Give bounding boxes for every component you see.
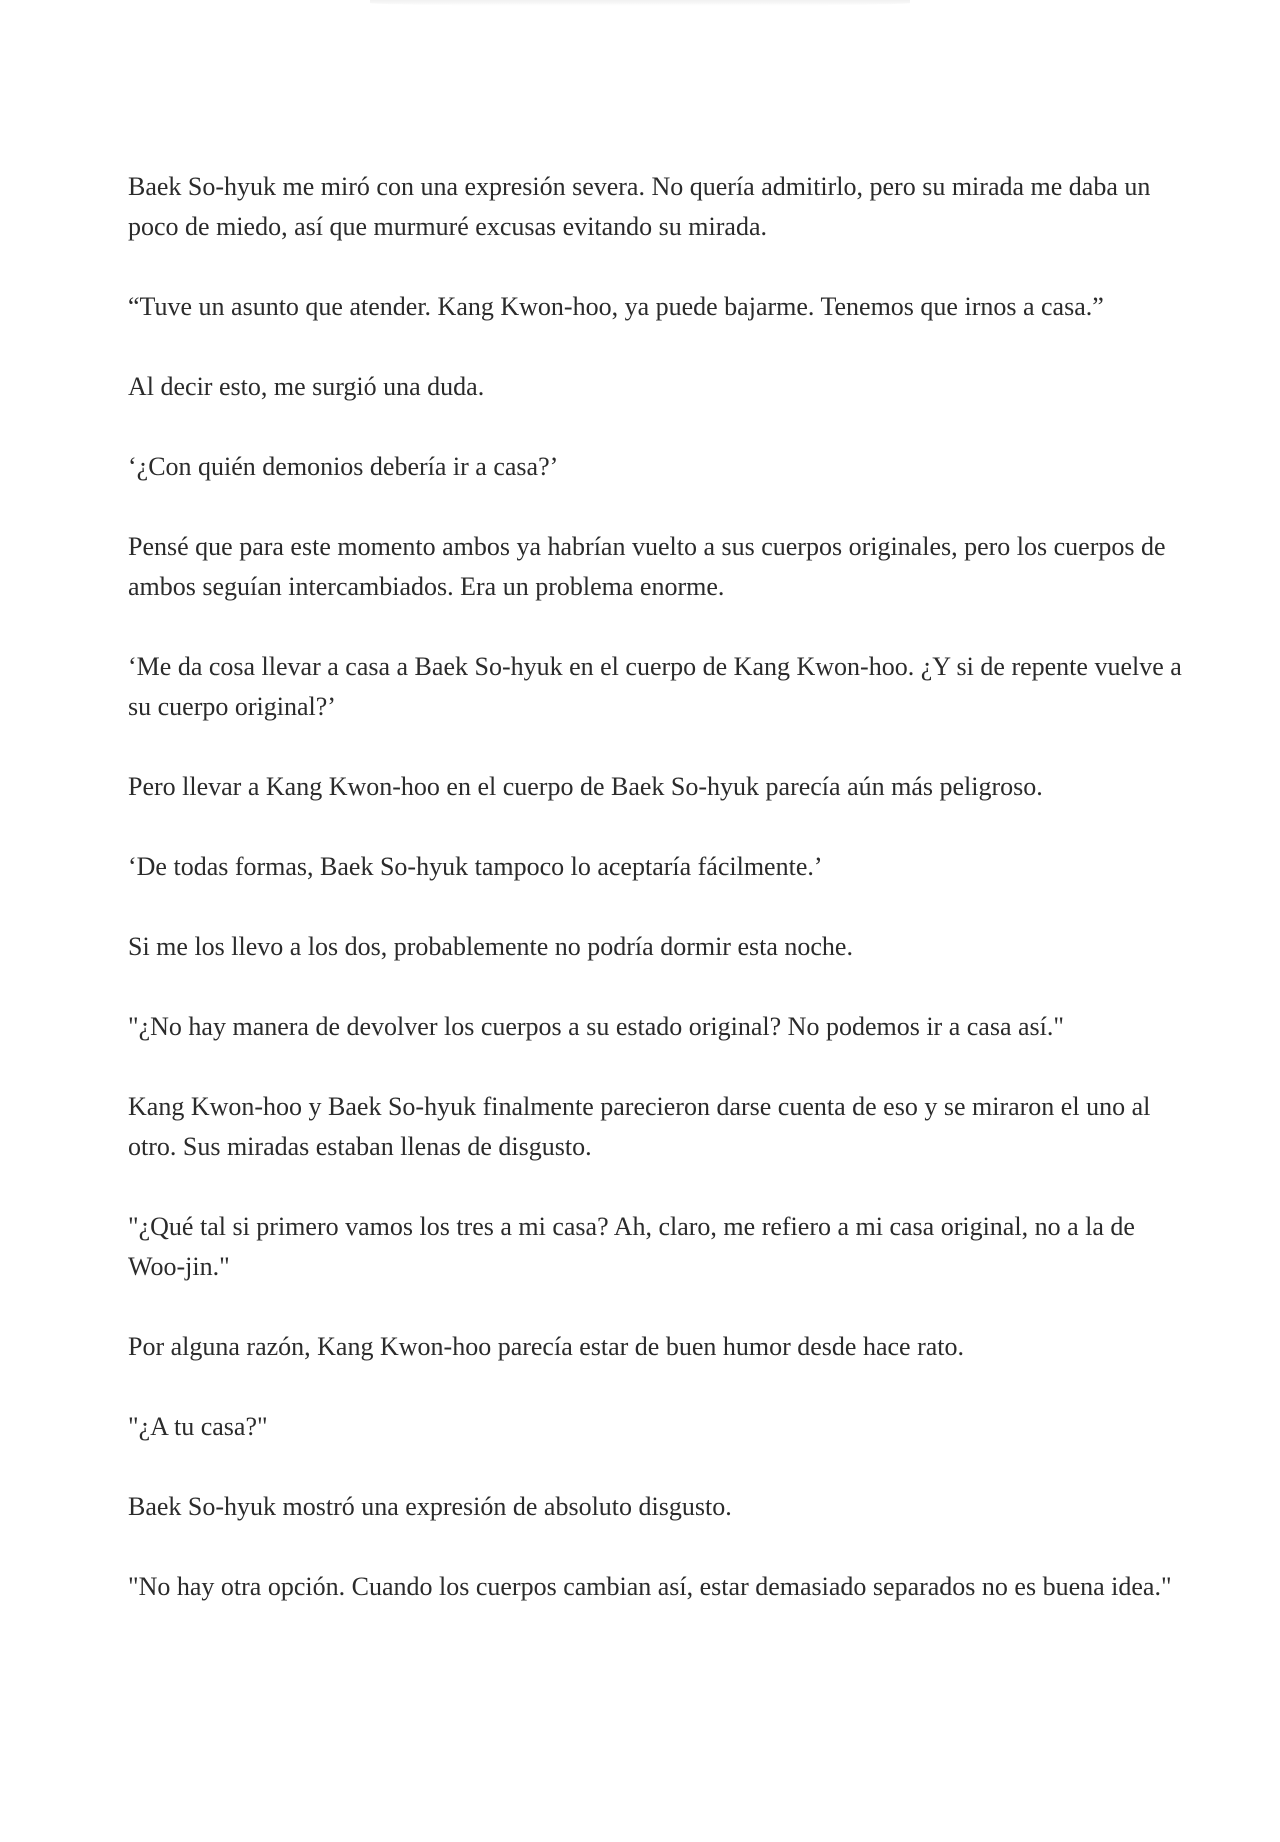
paragraph: ‘¿Con quién demonios debería ir a casa?’ (128, 452, 559, 481)
paragraph: Kang Kwon-hoo y Baek So-hyuk finalmente parecieron darse cuenta de eso y se miraron el uno al otro. Sus miradas estaban llenas de disgusto. (128, 1092, 1151, 1161)
paragraph: Baek So-hyuk mostró una expresión de absoluto disgusto. (128, 1492, 732, 1521)
paragraph: "¿A tu casa?" (128, 1412, 268, 1441)
document-body (128, 167, 1188, 1647)
paragraph: Al decir esto, me surgió una duda. (128, 372, 485, 401)
paragraph: ‘De todas formas, Baek So-hyuk tampoco lo aceptaría fácilmente.’ (128, 852, 823, 881)
top-shadow (370, 0, 910, 6)
paragraph: "¿No hay manera de devolver los cuerpos a su estado original? No podemos ir a casa así." (128, 1012, 1064, 1041)
paragraph: "¿Qué tal si primero vamos los tres a mi casa? Ah, claro, me refiero a mi casa original, no a la de Woo-jin." (128, 1212, 1135, 1281)
paragraph: Si me los llevo a los dos, probablemente no podría dormir esta noche. (128, 932, 853, 961)
paragraph: Pensé que para este momento ambos ya habrían vuelto a sus cuerpos originales, pero los cuerpos de ambos seguían intercambiados. Era un problema enorme. (128, 532, 1166, 601)
paragraph: ‘Me da cosa llevar a casa a Baek So-hyuk en el cuerpo de Kang Kwon-hoo. ¿Y si de repente vuelve a su cuerpo original?’ (128, 652, 1182, 721)
paragraph: Por alguna razón, Kang Kwon-hoo parecía estar de buen humor desde hace rato. (128, 1332, 965, 1361)
paragraph: Pero llevar a Kang Kwon-hoo en el cuerpo de Baek So-hyuk parecía aún más peligroso. (128, 772, 1043, 801)
paragraph: "No hay otra opción. Cuando los cuerpos cambian así, estar demasiado separados no es buena idea." (128, 1572, 1172, 1601)
paragraph: Baek So-hyuk me miró con una expresión severa. No quería admitirlo, pero su mirada me daba un poco de miedo, así que murmuré excusas evitando su mirada. (128, 172, 1151, 241)
paragraph: “Tuve un asunto que atender. Kang Kwon-hoo, ya puede bajarme. Tenemos que irnos a casa.” (128, 292, 1104, 321)
